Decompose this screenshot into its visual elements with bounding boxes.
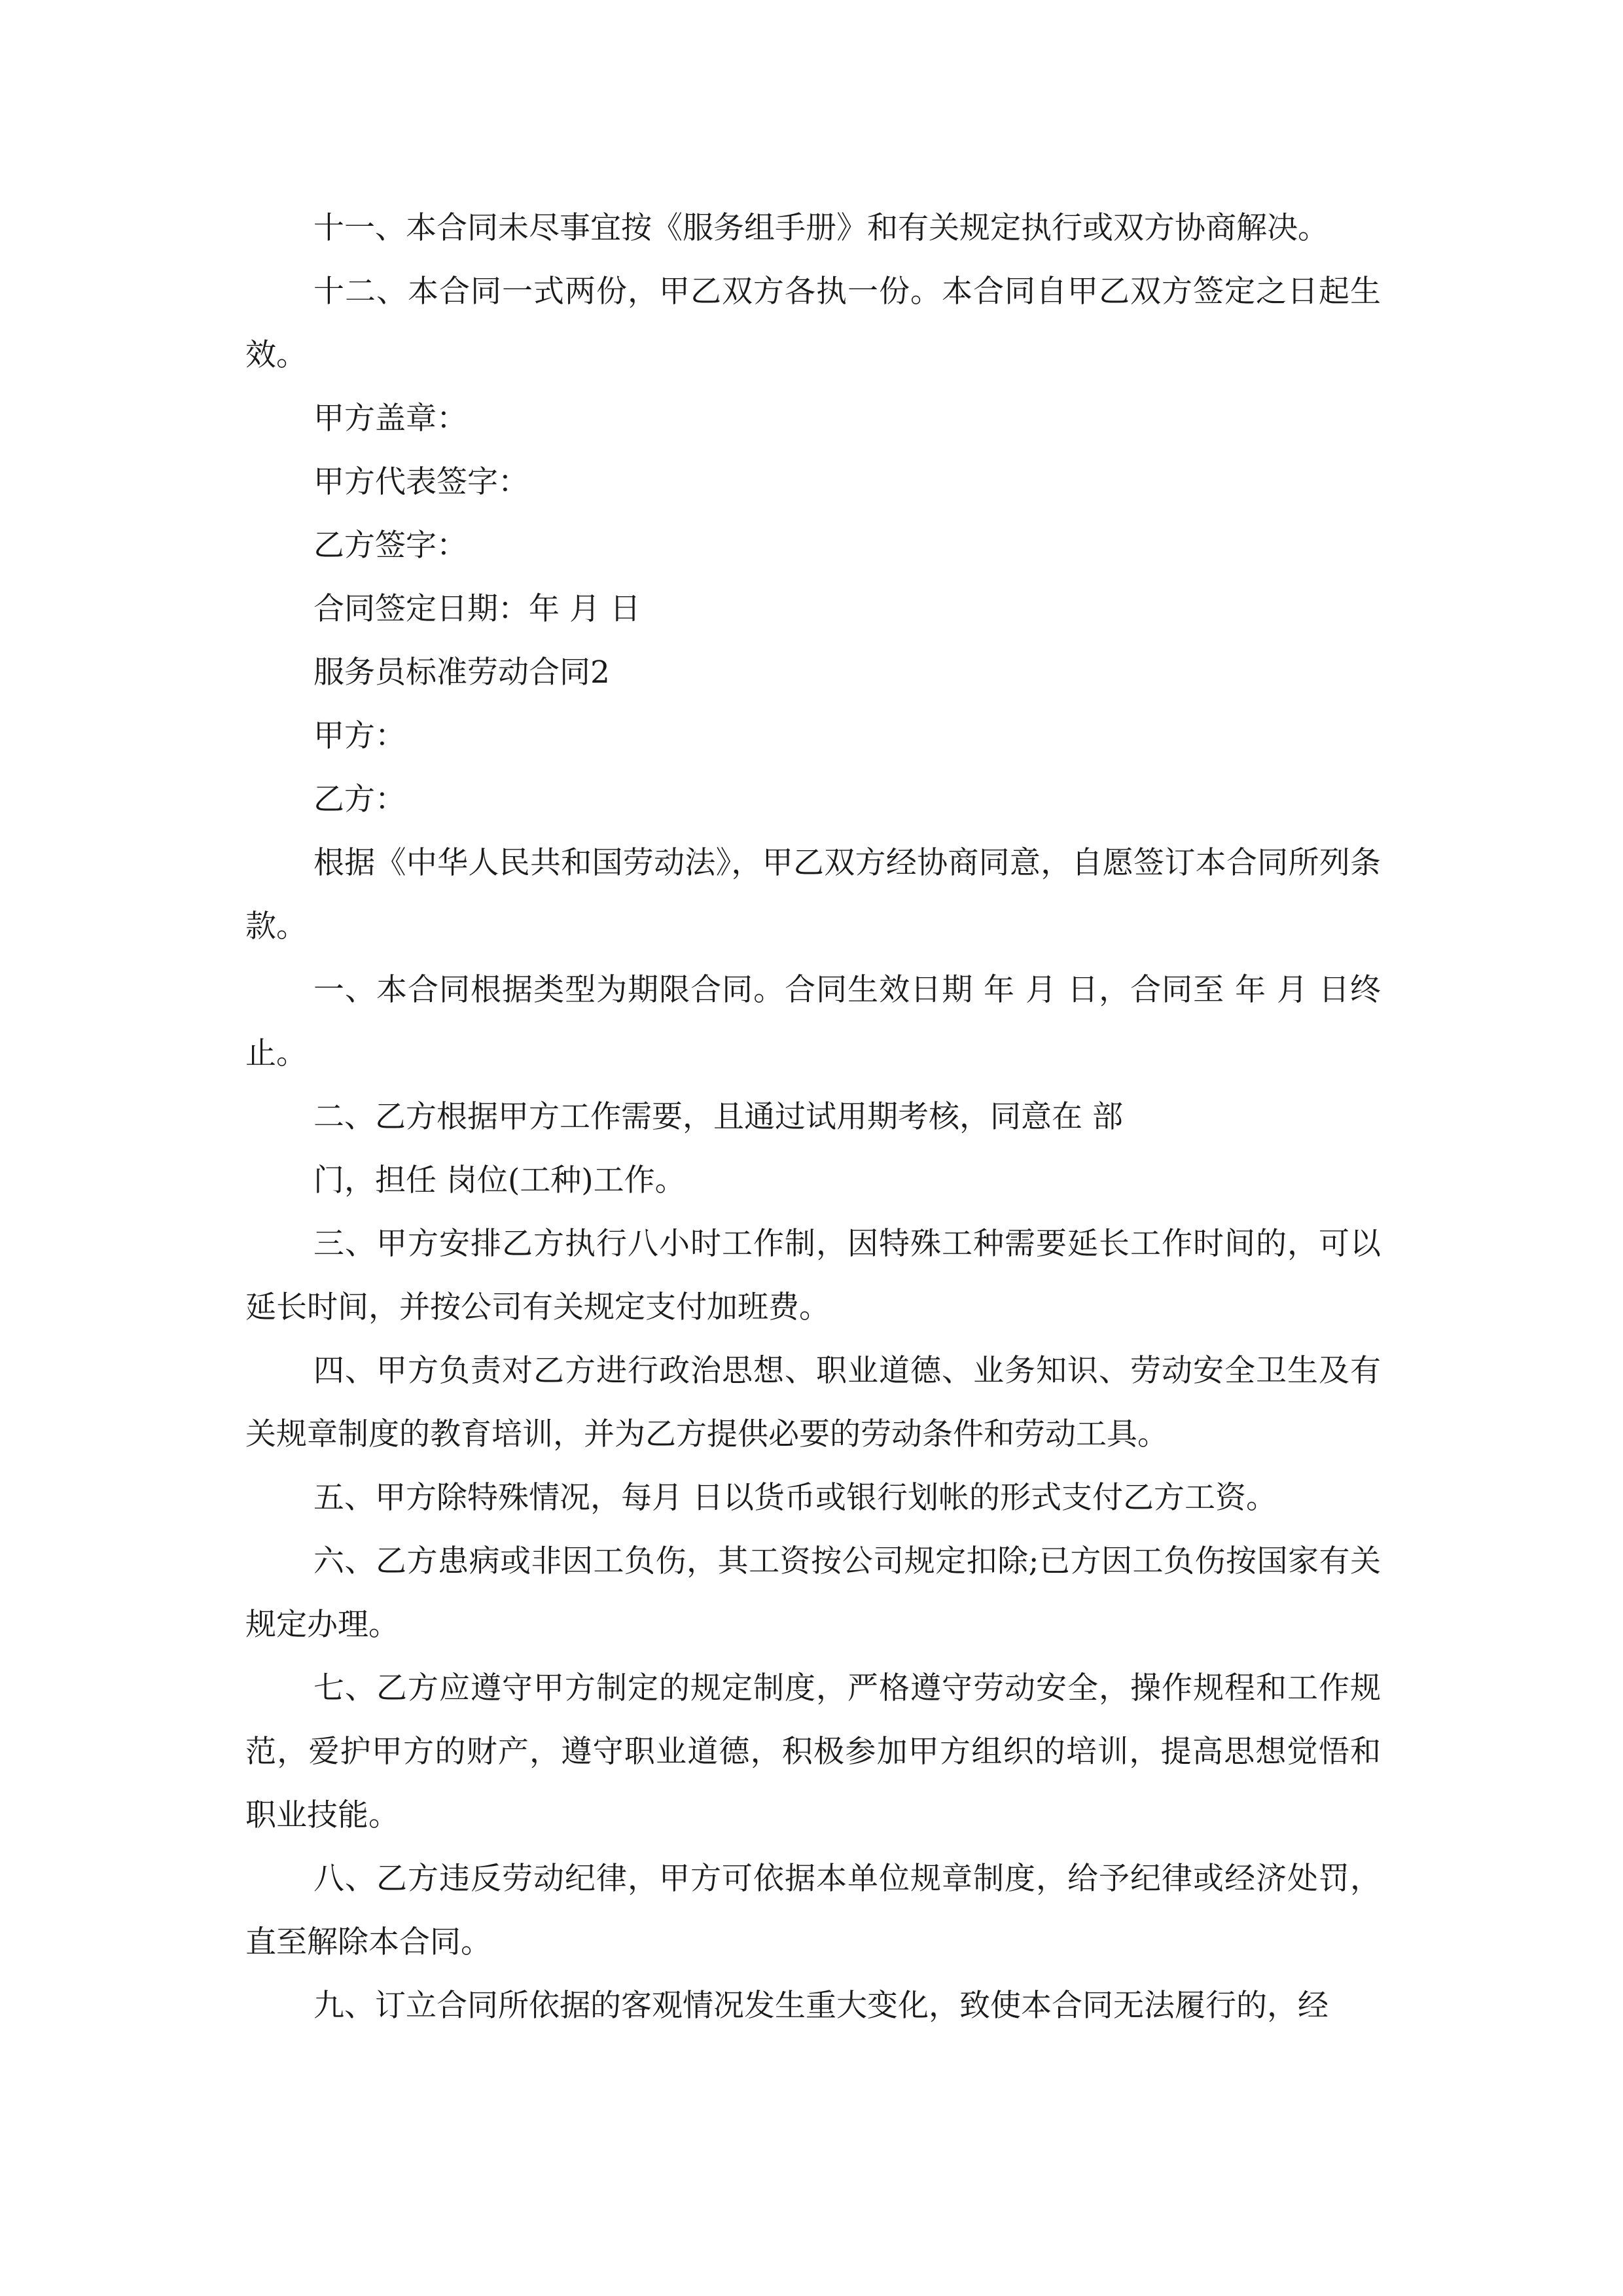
- party-a-seal-line: 甲方盖章：: [313, 401, 467, 437]
- section-title: 服务员标准劳动合同2: [313, 655, 610, 691]
- clause-7: 七、乙方应遵守甲方制定的规定制度，严格遵守劳动安全，操作规程和工作规范，爱护甲方的财产，遵守职业道德，积极参加甲方组织的培训，提高思想觉悟和职业技能。: [245, 1670, 1381, 1833]
- clause-11: 十一、本合同未尽事宜按《服务组手册》和有关规定执行或双方协商解决。: [313, 210, 1329, 246]
- clause-1: 一、本合同根据类型为期限合同。合同生效日期 年 月 日，合同至 年 月 日终止。: [245, 972, 1381, 1071]
- party-b-signature-line: 乙方签字：: [313, 528, 467, 564]
- clause-3: 三、甲方安排乙方执行八小时工作制，因特殊工种需要延长工作时间的，可以延长时间，并按公司有关规定支付加班费。: [245, 1226, 1381, 1325]
- clause-2-continued: 门，担任 岗位(工种)工作。: [313, 1162, 686, 1198]
- clause-8: 八、乙方违反劳动纪律，甲方可依据本单位规章制度，给予纪律或经济处罚，直至解除本合同。: [245, 1861, 1381, 1960]
- contract-text: [245, 196, 1381, 2037]
- party-b-line: 乙方：: [313, 781, 406, 817]
- party-a-representative-signature-line: 甲方代表签字：: [313, 464, 529, 500]
- clause-2: 二、乙方根据甲方工作需要，且通过试用期考核，同意在 部: [313, 1099, 1123, 1135]
- signing-date-line: 合同签定日期：年 月 日: [313, 591, 641, 627]
- party-a-line: 甲方：: [313, 718, 406, 754]
- preamble: 根据《中华人民共和国劳动法》，甲乙双方经协商同意，自愿签订本合同所列条款。: [245, 845, 1381, 944]
- clause-6: 六、乙方患病或非因工负伤，其工资按公司规定扣除;已方因工负伤按国家有关规定办理。: [245, 1543, 1381, 1643]
- clause-9: 九、订立合同所依据的客观情况发生重大变化，致使本合同无法履行的，经: [313, 1988, 1329, 2024]
- clause-12: 十二、本合同一式两份，甲乙双方各执一份。本合同自甲乙双方签定之日起生效。: [245, 274, 1381, 373]
- clause-5: 五、甲方除特殊情况，每月 日以货币或银行划帐的形式支付乙方工资。: [313, 1480, 1277, 1516]
- clause-4: 四、甲方负责对乙方进行政治思想、职业道德、业务知识、劳动安全卫生及有关规章制度的教育培训，并为乙方提供必要的劳动条件和劳动工具。: [245, 1353, 1381, 1452]
